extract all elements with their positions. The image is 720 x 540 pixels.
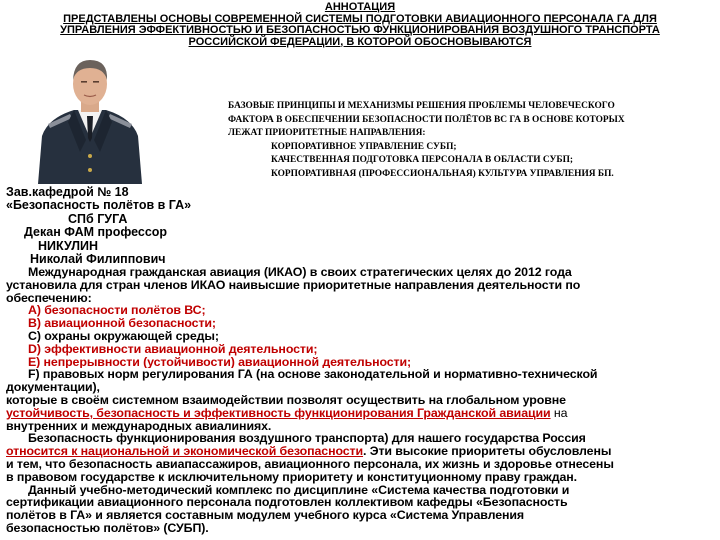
- icao-intro-line-2: установила для стран членов ИКАО наивысшие приоритетные направления деятельности по: [6, 278, 581, 292]
- system-line-3: внутренних и международных авиалиниях.: [6, 419, 272, 433]
- security-line-3: и тем, что безопасность авиапассажиров, авиационного персонала, их жизнь и здоровье отнесены: [6, 457, 614, 471]
- national-security-highlight: относится к национальной и экономической безопасности: [6, 445, 364, 458]
- author-name: Николай Филиппович: [30, 252, 166, 267]
- security-line-1: Безопасность функционирования воздушного транспорта) для нашего государства Россия: [28, 432, 586, 446]
- icao-intro-line-3: обеспечению:: [6, 291, 92, 305]
- priority-item-f-cont: документации),: [6, 381, 100, 394]
- security-line-4: в правовом государстве к исключительному приоритету и конституционному праву граждан.: [6, 470, 578, 484]
- principles-block: [228, 100, 710, 182]
- system-line-1: которые в своём системном взаимодействии позволят осуществить на глобальном уровне: [6, 393, 566, 407]
- principle-item: КОРПОРАТИВНОЕ УПРАВЛЕНИЕ СУБП;: [271, 141, 457, 152]
- author-title: Декан ФАМ профессор: [24, 225, 168, 240]
- principles-intro-line-2: ФАКТОРА В ОБЕСПЕЧЕНИИ БЕЗОПАСНОСТИ ПОЛЁТОВ ВС ГА В ОСНОВЕ КОТОРЫХ: [228, 114, 625, 125]
- system-line-2-tail: на: [550, 406, 568, 420]
- author-position: Зав.кафедрой № 18: [6, 185, 129, 199]
- principle-item: КАЧЕСТВЕННАЯ ПОДГОТОВКА ПЕРСОНАЛА В ОБЛАСТИ СУБП;: [271, 155, 574, 166]
- priority-item-d: D) эффективности авиационной деятельности;: [28, 342, 318, 356]
- priority-item-b: В) авиационной безопасности;: [28, 317, 216, 330]
- priority-item-e: Е) непрерывности (устойчивости) авиационной деятельности;: [28, 355, 412, 369]
- complex-line-4: безопасностью полётов» (СУБП).: [6, 521, 209, 535]
- priority-item-f: F) правовых норм регулирования ГА (на основе законодательной и нормативно-технической: [28, 368, 598, 382]
- security-line-2: [6, 445, 714, 458]
- sustainability-highlight: устойчивость, безопасность и эффективность функционирования Гражданской авиации: [6, 406, 551, 420]
- principle-item: КОРПОРАТИВНАЯ (ПРОФЕССИОНАЛЬНАЯ) КУЛЬТУРА УПРАВЛЕНИЯ БП.: [271, 168, 614, 179]
- complex-line-3: полётов в ГА» и является составным модулем учебного курса «Система Управления: [6, 509, 525, 522]
- header-line-2: УПРАВЛЕНИЯ ЭФФЕКТИВНОСТЬЮ И БЕЗОПАСНОСТЬЮ ФУНКЦИОНИРОВАНИЯ ВОЗДУШНОГО ТРАНСПОРТА: [60, 24, 660, 36]
- principles-intro-line-1: БАЗОВЫЕ ПРИНЦИПЫ И МЕХАНИЗМЫ РЕШЕНИЯ ПРОБЛЕМЫ ЧЕЛОВЕЧЕСКОГО: [228, 101, 615, 111]
- author-info: [6, 186, 236, 266]
- complex-line-2: сертификации авиационного персонала подготовлен коллективом кафедры «Безопасность: [6, 496, 568, 510]
- annotation-label: АННОТАЦИЯ: [324, 1, 396, 13]
- annotation-body: [6, 266, 714, 535]
- author-surname: НИКУЛИН: [38, 238, 99, 253]
- complex-line-1: Данный учебно-методический комплекс по дисциплине «Система качества подготовки и: [28, 483, 570, 497]
- priority-item-c: С) охраны окружающей среды;: [28, 329, 219, 343]
- author-university: СПб ГУГА: [68, 211, 128, 226]
- author-portrait-photo: [30, 52, 150, 184]
- annotation-header: [0, 2, 720, 48]
- priority-item-a: А) безопасности полётов ВС;: [28, 304, 206, 318]
- system-line-2: [6, 407, 714, 420]
- icao-intro-line-1: Международная гражданская авиация (ИКАО) в своих стратегических целях до 2012 года: [28, 266, 572, 279]
- author-department: «Безопасность полётов в ГА»: [6, 198, 192, 213]
- security-line-2-tail: . Эти высокие приоритеты обусловлены: [363, 445, 612, 458]
- principles-intro-line-3: ЛЕЖАТ ПРИОРИТЕТНЫЕ НАПРАВЛЕНИЯ:: [228, 128, 426, 139]
- header-line-3: РОССИЙСКОЙ ФЕДЕРАЦИИ, В КОТОРОЙ ОБОСНОВЫВАЮТСЯ: [188, 35, 532, 48]
- header-line-1: ПРЕДСТАВЛЕНЫ ОСНОВЫ СОВРЕМЕННОЙ СИСТЕМЫ ПОДГОТОВКИ АВИАЦИОННОГО ПЕРСОНАЛА ГА ДЛЯ: [63, 12, 657, 25]
